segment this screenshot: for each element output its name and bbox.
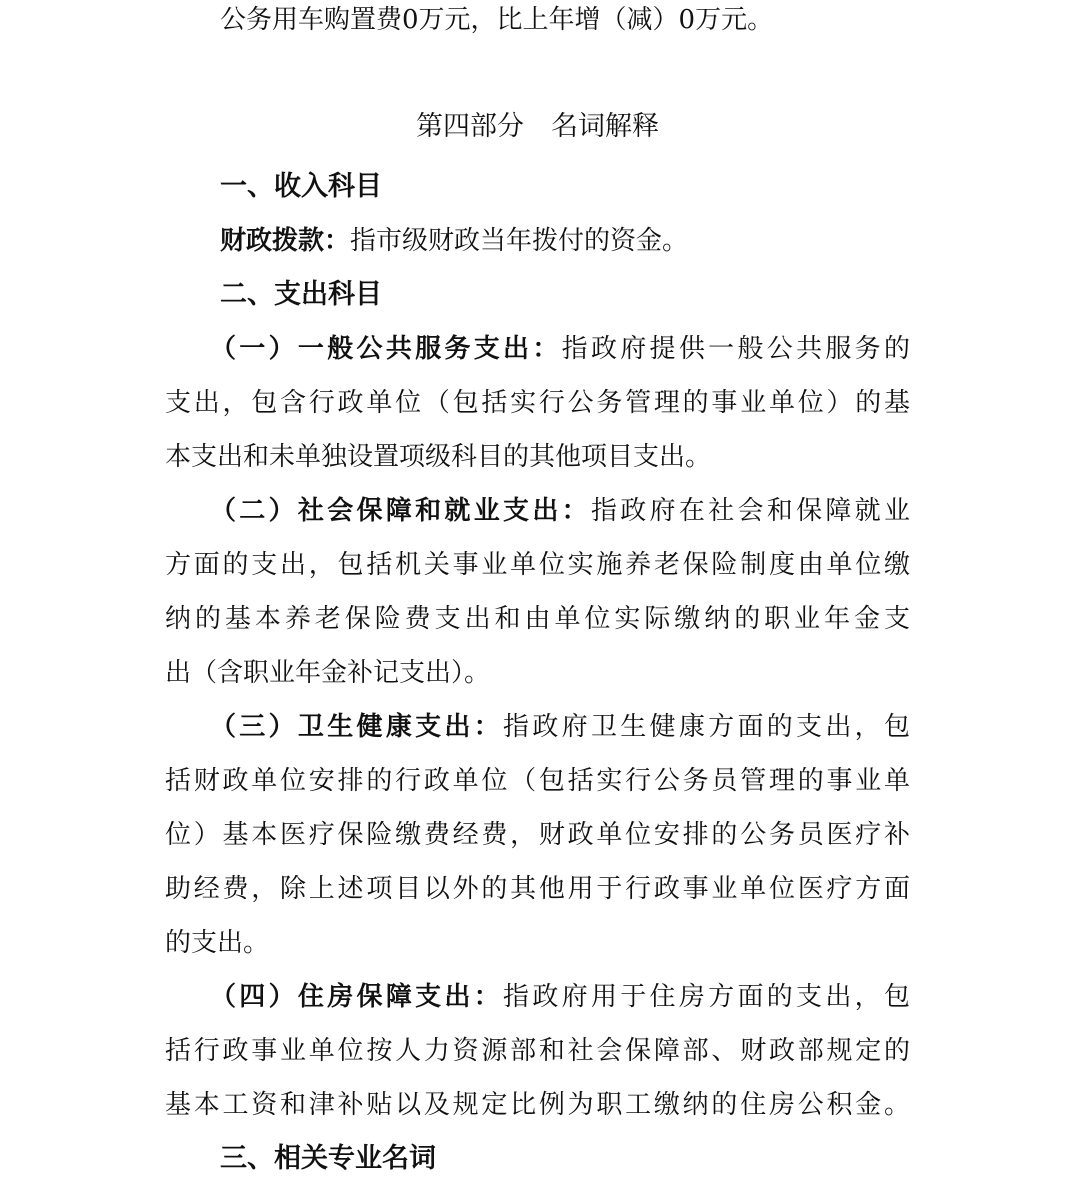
part-title: 第四部分 名词解释 (416, 111, 659, 142)
document-page (165, 0, 910, 1186)
term: （三）卫生健康支出： (210, 712, 504, 742)
definition-line: 出（含职业年金补记支出）。 (165, 658, 491, 688)
definition-line: 助经费，除上述项目以外的其他用于行政事业单位医疗方面 (165, 874, 910, 904)
definition: 指市级财政当年拨付的资金。 (350, 226, 689, 256)
term: （一）一般公共服务支出： (210, 334, 562, 364)
section-heading-terms: 三、相关专业名词 (220, 1143, 436, 1174)
term: （四）住房保障支出： (210, 982, 504, 1012)
term: 财政拨款： (220, 226, 351, 256)
item-social-security (165, 484, 910, 538)
item-general-public-services (165, 322, 910, 376)
spacer (165, 47, 910, 100)
definition-line: 纳的基本养老保险费支出和由单位实际缴纳的职业年金支 (165, 604, 910, 634)
definition-line: 的支出。 (165, 928, 270, 958)
definition-line: 本支出和未单独设置项级科目的其他项目支出。 (165, 442, 712, 472)
intro-line: 公务用车购置费0万元，比上年增（减）0万元。 (220, 5, 774, 35)
definition-line: 基本工资和津补贴以及规定比例为职工缴纳的住房公积金。 (165, 1090, 910, 1120)
definition-line: 方面的支出，包括机关事业单位实施养老保险制度由单位缴 (165, 550, 910, 580)
section-heading-expenditure: 二、支出科目 (220, 279, 382, 310)
definition-line: 支出，包含行政单位（包括实行公务管理的事业单位）的基 (165, 388, 910, 418)
section-heading-income: 一、收入科目 (220, 171, 382, 202)
definition-line: 指政府提供一般公共服务的 (561, 334, 910, 364)
term: （二）社会保障和就业支出： (210, 496, 591, 526)
definition-fiscal-appropriation (165, 214, 910, 268)
definition-line: 指政府用于住房方面的支出，包 (503, 982, 910, 1012)
definition-line: 位）基本医疗保险缴费经费，财政单位安排的公务员医疗补 (165, 820, 910, 850)
definition-line: 指政府卫生健康方面的支出，包 (503, 712, 910, 742)
definition-line: 括财政单位安排的行政单位（包括实行公务员管理的事业单 (165, 766, 910, 796)
item-health (165, 700, 910, 754)
definition-line: 括行政事业单位按人力资源部和社会保障部、财政部规定的 (165, 1036, 910, 1066)
definition-line: 指政府在社会和保障就业 (590, 496, 910, 526)
item-housing (165, 970, 910, 1024)
